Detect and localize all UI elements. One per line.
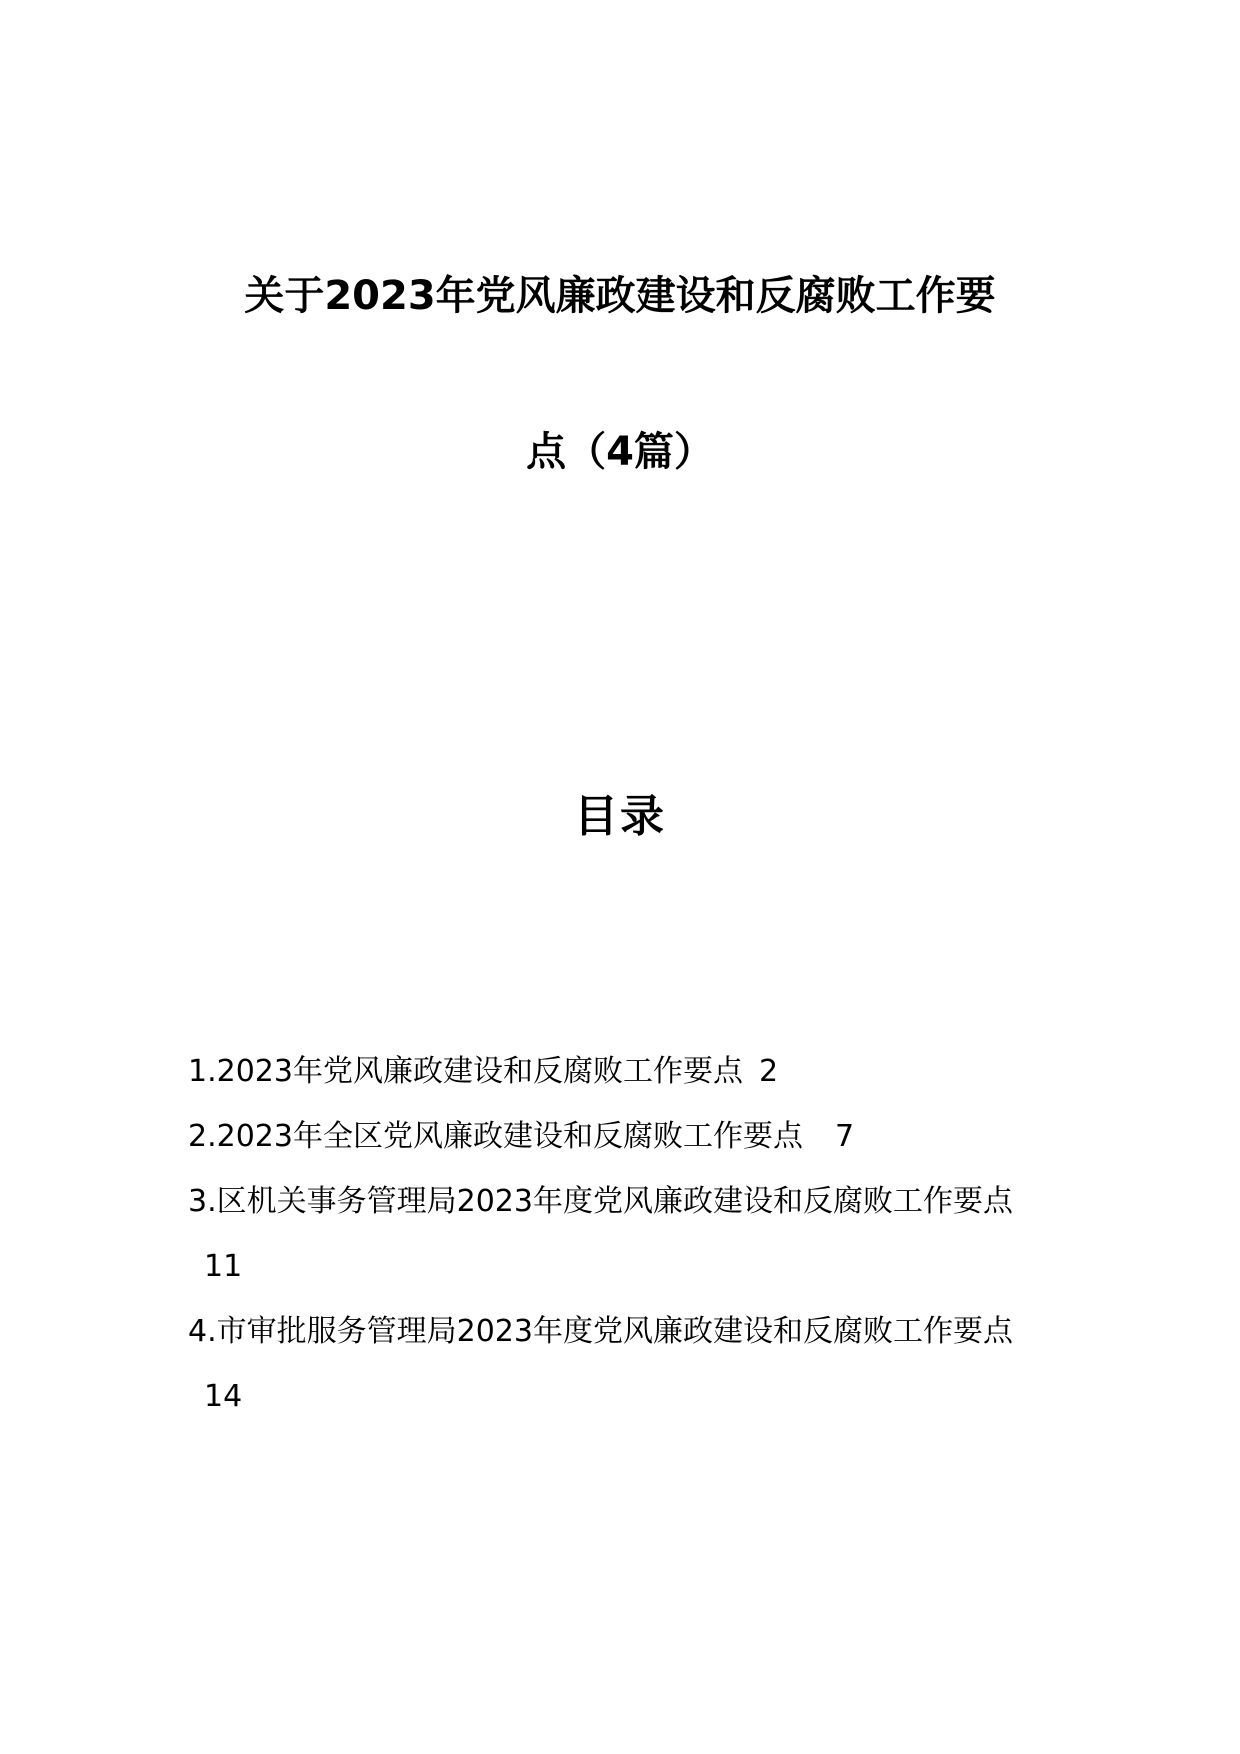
toc-entry-title: 3.区机关事务管理局2023年度党风廉政建设和反腐败工作要点 [188,1184,1013,1219]
document-title-line-1: 关于2023年党风廉政建设和反腐败工作要 [244,273,996,319]
toc-entry[interactable] [188,1169,1058,1299]
document-title-line-2: 点（4篇） [526,429,714,475]
toc-heading: 目录 [574,791,666,842]
toc-entry-page-number: 14 [204,1379,243,1414]
toc-entry[interactable] [188,1299,1058,1429]
table-of-contents [188,1039,1058,1429]
toc-entry-title: 4.市审批服务管理局2023年度党风廉政建设和反腐败工作要点 [188,1314,1013,1349]
toc-entry[interactable] [188,1039,1058,1104]
toc-entry-page-number: 7 [834,1119,855,1154]
toc-entry-title: 1.2023年党风廉政建设和反腐败工作要点 [188,1054,743,1089]
toc-entry[interactable] [188,1104,1058,1169]
toc-entry-title: 2.2023年全区党风廉政建设和反腐败工作要点 [188,1119,803,1154]
toc-entry-page-number: 2 [758,1054,779,1089]
toc-entry-page-number: 11 [204,1249,243,1284]
